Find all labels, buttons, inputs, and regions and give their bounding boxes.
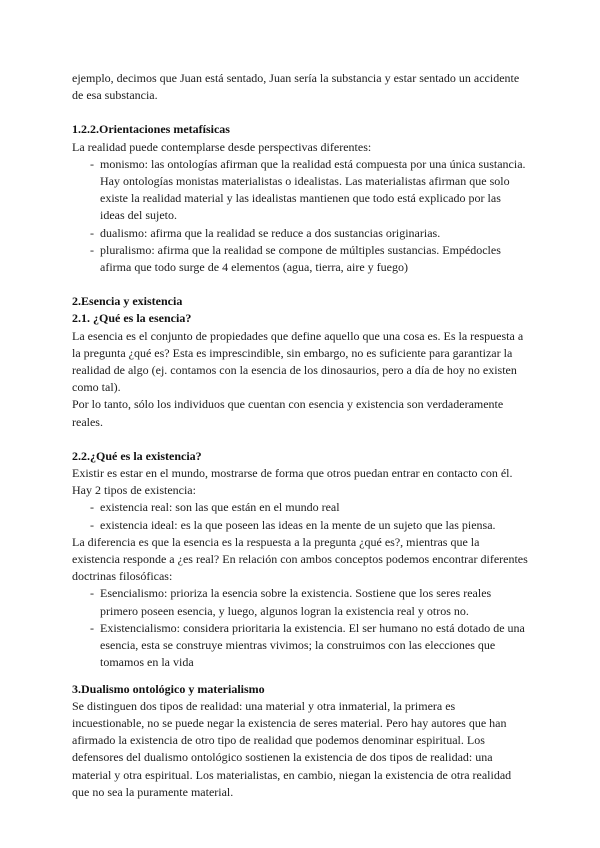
spacer [72, 104, 528, 121]
list-item-pluralismo: - pluralismo: afirma que la realidad se compone de múltiples sustancias. Empédocles afirma que todo surge de 4 elementos (agua, tierra, aire y fuego) [72, 242, 528, 276]
existence-types-list [72, 499, 528, 533]
list-item-existencialismo: - Existencialismo: considera prioritaria la existencia. El ser humano no está dotado de una esencia, esta se construye mientras vivimos; la construimos con las elecciones que tomamos en la vida [72, 620, 528, 672]
spacer [72, 431, 528, 448]
list-item-existencia-ideal: - existencia ideal: es la que poseen las ideas en la mente de un sujeto que las piensa. [72, 517, 528, 534]
difference-paragraph: La diferencia es que la esencia es la respuesta a la pregunta ¿qué es?, mientras que la existencia responde a ¿es real? En relación con ambos conceptos podemos encontrar diferentes doctrinas filosóficas: [72, 534, 528, 584]
intro-paragraph: ejemplo, decimos que Juan está sentado, Juan sería la substancia y estar sentado un accidente de esa substancia. [72, 71, 520, 103]
list-item-esencialismo: - Esencialismo: prioriza la esencia sobre la existencia. Sostiene que los seres reales primero poseen esencia, y luego, algunos logran la existencia real y otros no. [72, 585, 528, 619]
spacer [72, 672, 528, 681]
list-item-monismo: - monismo: las ontologías afirman que la realidad está compuesta por una única sustancia. Hay ontologías monistas materialistas o idealistas. Las materialistas afirman que solo existe la realidad material y las idealistas mantienen que todo está explicado por las ideas del sujeto. [72, 156, 528, 225]
orientations-list [72, 156, 528, 276]
section-heading-1-2-2: 1.2.2.Orientaciones metafísicas [72, 122, 230, 137]
dualism-paragraph: Se distinguen dos tipos de realidad: una material y otra inmaterial, la primera es incuestionable, no se puede negar la existencia de seres material. Pero hay autores que han afirmado la existencia de otro tipo de realidad que podemos denominar espiritual. Los defensores del dualismo ontológico sostienen la existencia de dos tipos de realidad: una material y otra espiritual. Los materialistas, en cambio, niegan la existencia de otra realidad que no sea la puramente material. [72, 698, 512, 799]
subsection-heading-2-1: 2.1. ¿Qué es la esencia? [72, 311, 192, 326]
section-lead: La realidad puede contemplarse desde perspectivas diferentes: [72, 139, 372, 154]
section-heading-3: 3.Dualismo ontológico y materialismo [72, 681, 265, 696]
doctrines-list [72, 585, 528, 671]
essence-conclusion: Por lo tanto, sólo los individuos que cuentan con esencia y existencia son verdaderamente reales. [72, 397, 504, 429]
spacer [72, 276, 528, 293]
subsection-heading-2-2: 2.2.¿Qué es la existencia? [72, 448, 202, 463]
list-item-existencia-real: - existencia real: son las que están en el mundo real [72, 499, 528, 516]
section-heading-2: 2.Esencia y existencia [72, 294, 183, 309]
existence-paragraph: Existir es estar en el mundo, mostrarse de forma que otros puedan entrar en contacto con él. Hay 2 tipos de existencia: [72, 466, 513, 498]
list-item-dualismo: - dualismo: afirma que la realidad se reduce a dos sustancias originarias. [72, 225, 528, 242]
essence-paragraph: La esencia es el conjunto de propiedades que define aquello que una cosa es. Es la respuesta a la pregunta ¿qué es? Esta es imprescindible, sin embargo, no es suficiente para garantizar la realidad de algo (ej. contamos con la esencia de los dinosaurios, pero a día de hoy no existen como tal). [72, 328, 524, 395]
